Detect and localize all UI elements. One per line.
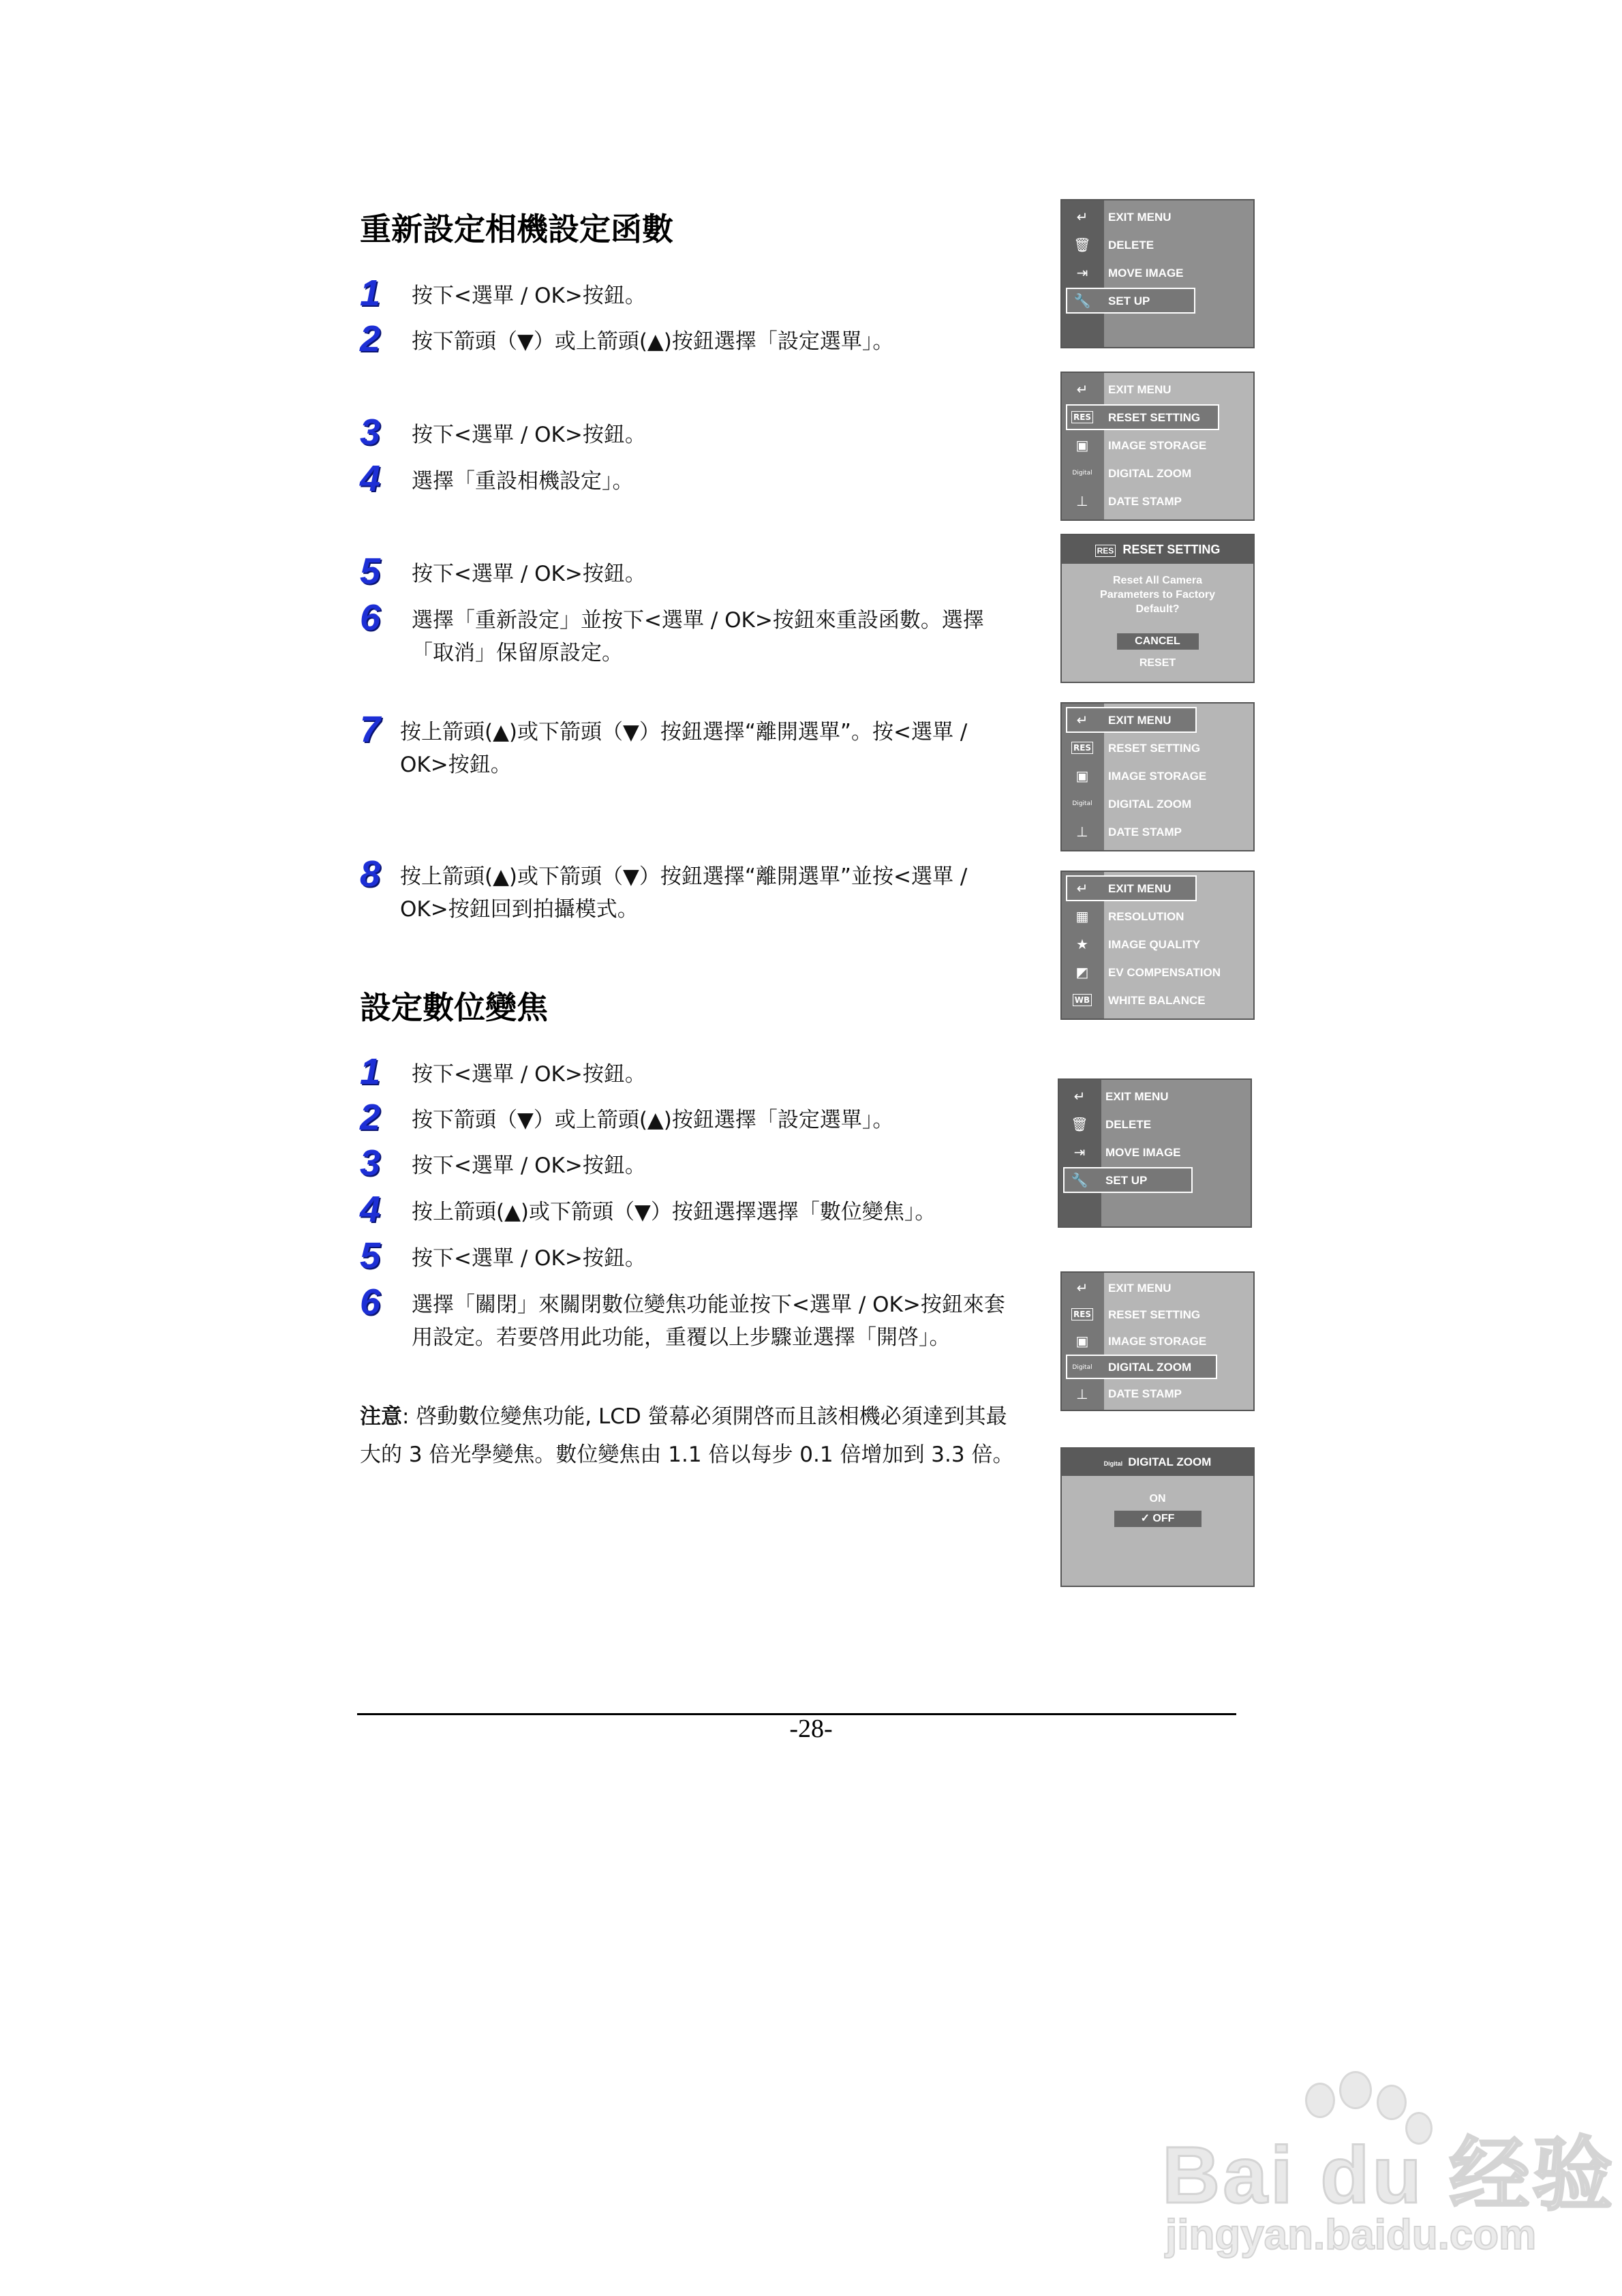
lcd-setup-menu-zoom	[1060, 1271, 1255, 1411]
menu-row	[1059, 1138, 1251, 1166]
dialog-message: Parameters to Factory	[1100, 589, 1215, 601]
wrench-icon: 🔧	[1073, 292, 1091, 309]
digital-zoom-icon: Digital	[1072, 1364, 1092, 1371]
menu-row	[1062, 762, 1253, 790]
menu-row	[1062, 818, 1253, 846]
menu-row	[1062, 1301, 1253, 1327]
lcd-zoom-dialog	[1060, 1447, 1255, 1587]
watermark-brand	[1162, 2110, 1615, 2226]
menu-label: EXIT MENU	[1108, 714, 1172, 727]
check-icon: ✓	[1140, 1513, 1153, 1524]
step-number: 7	[360, 709, 381, 750]
menu-label: IMAGE STORAGE	[1108, 770, 1207, 783]
resolution-icon: ▦	[1075, 908, 1089, 924]
image-storage-icon: ▣	[1075, 437, 1089, 453]
section2-heading: 設定數位變焦	[360, 989, 548, 1026]
step-number: 3	[360, 1143, 381, 1183]
lcd-setup-menu	[1060, 372, 1255, 521]
date-stamp-icon: ⊥	[1076, 493, 1088, 509]
option-off-selected	[1114, 1511, 1202, 1527]
step-text: 按下<選單 / OK>按鈕。	[412, 562, 646, 586]
menu-label: RESOLUTION	[1108, 910, 1184, 923]
digital-zoom-icon: Digital	[1103, 1460, 1123, 1467]
menu-row-selected	[1062, 875, 1253, 903]
note-text: : 啓動數位變焦功能, LCD 螢幕必須開啓而且該相機必須達到其最大的 3 倍光學變焦。數位變焦由 1.1 倍以每步 0.1 倍增加到 3.3 倍。	[360, 1404, 1014, 1467]
res-icon-label: RES	[1071, 1308, 1093, 1320]
menu-row	[1062, 259, 1253, 287]
step-text: 按下箭頭（▼）或上箭頭(▲)按鈕選擇「設定選單」。	[412, 329, 894, 354]
return-icon: ↵	[1076, 712, 1088, 728]
menu-row-selected	[1062, 706, 1253, 734]
step-number: 4	[360, 1189, 381, 1230]
menu-label: SET UP	[1108, 294, 1150, 307]
menu-label: RESET SETTING	[1108, 1308, 1201, 1321]
step-text: 按下<選單 / OK>按鈕。	[412, 1246, 646, 1271]
step-number: 6	[360, 1282, 381, 1323]
menu-label: EXIT MENU	[1108, 211, 1172, 224]
menu-row-selected	[1062, 1354, 1253, 1380]
option-reset: RESET	[1139, 657, 1176, 669]
menu-row	[1062, 1327, 1253, 1354]
menu-row	[1062, 986, 1253, 1014]
menu-label: IMAGE STORAGE	[1108, 1335, 1207, 1348]
res-icon-label: RES	[1071, 411, 1093, 423]
return-icon: ↵	[1076, 209, 1088, 225]
step-text: 選擇「重設相機設定」。	[412, 469, 634, 494]
menu-label: DIGITAL ZOOM	[1108, 798, 1192, 811]
step-number: 1	[360, 1051, 381, 1092]
menu-row	[1062, 903, 1253, 931]
step-text: 按上箭頭(▲)或下箭頭（▼）按鈕選擇“離開選單”並按<選單 / OK>按鈕回到拍攝模式。	[400, 864, 968, 922]
menu-label: DELETE	[1108, 239, 1154, 252]
menu-row	[1062, 1274, 1253, 1301]
step-text: 按下箭頭（▼）或上箭頭(▲)按鈕選擇「設定選單」。	[412, 1108, 894, 1132]
wb-icon	[1069, 989, 1096, 1011]
wb-icon-label: WB	[1073, 994, 1092, 1006]
step-number: 6	[360, 597, 381, 638]
dialog-title: DIGITAL ZOOM	[1128, 1455, 1212, 1468]
lcd-capture-menu	[1060, 871, 1255, 1020]
res-icon-label: RES	[1071, 742, 1093, 754]
menu-label: DATE STAMP	[1108, 1387, 1182, 1400]
menu-label: MOVE IMAGE	[1105, 1146, 1181, 1159]
lcd-setup-menu-exit	[1060, 702, 1255, 851]
menu-label: DIGITAL ZOOM	[1108, 467, 1192, 480]
note-paragraph	[360, 1398, 1024, 1474]
menu-label: RESET SETTING	[1108, 742, 1201, 755]
date-stamp-icon: ⊥	[1076, 824, 1088, 840]
option-cancel: CANCEL	[1117, 633, 1199, 650]
step-text: 按下<選單 / OK>按鈕。	[412, 1153, 646, 1178]
step-text: 選擇「關閉」來關閉數位變焦功能並按下<選單 / OK>按鈕來套用設定。若要啓用此功能，重覆以上步驟並選擇「開啓」。	[412, 1293, 1005, 1350]
dialog-title: RESET SETTING	[1122, 543, 1221, 556]
menu-row	[1062, 459, 1253, 487]
menu-label: SET UP	[1105, 1174, 1148, 1187]
menu-row-selected	[1059, 1166, 1251, 1194]
trash-icon: 🗑	[1071, 1116, 1088, 1132]
menu-label: EXIT MENU	[1105, 1090, 1169, 1103]
watermark-url: jingyan.baidu.com	[1165, 2211, 1537, 2259]
step-text: 按上箭頭(▲)或下箭頭（▼）按鈕選擇選擇「數位變焦」。	[412, 1200, 936, 1224]
star-icon: ★	[1076, 936, 1088, 952]
res-icon: RES	[1095, 545, 1116, 557]
paw-toe-icon	[1339, 2071, 1372, 2109]
option-on: ON	[1149, 1493, 1166, 1505]
res-icon	[1069, 737, 1096, 759]
menu-row-selected	[1062, 404, 1253, 432]
wrench-icon: 🔧	[1071, 1172, 1088, 1188]
step-number: 2	[360, 318, 381, 359]
move-image-icon: ⇥	[1073, 1144, 1086, 1160]
menu-label: WHITE BALANCE	[1108, 994, 1206, 1007]
lcd-playback-menu	[1060, 199, 1255, 348]
trash-icon: 🗑	[1073, 237, 1091, 253]
menu-row	[1062, 487, 1253, 515]
menu-label: DATE STAMP	[1108, 495, 1182, 508]
watermark-brand-cn: 经验	[1449, 2130, 1616, 2220]
ev-compensation-icon: ◩	[1075, 964, 1089, 980]
menu-row	[1062, 958, 1253, 986]
menu-row	[1062, 790, 1253, 818]
menu-label: IMAGE QUALITY	[1108, 938, 1201, 951]
menu-label: MOVE IMAGE	[1108, 267, 1184, 280]
menu-label: EV COMPENSATION	[1108, 966, 1221, 979]
step-number: 5	[360, 551, 381, 592]
step-number: 1	[360, 273, 381, 314]
lcd-playback-menu-2	[1058, 1078, 1252, 1228]
res-icon	[1069, 406, 1096, 428]
return-icon: ↵	[1076, 880, 1088, 896]
step-number: 8	[360, 854, 381, 894]
dialog-message: Default?	[1135, 603, 1180, 615]
step-text: 按下<選單 / OK>按鈕。	[412, 423, 646, 447]
image-storage-icon: ▣	[1075, 1333, 1089, 1349]
menu-row	[1062, 931, 1253, 958]
menu-label: DELETE	[1105, 1118, 1152, 1131]
date-stamp-icon: ⊥	[1076, 1386, 1088, 1402]
menu-label: EXIT MENU	[1108, 882, 1172, 895]
menu-row	[1062, 432, 1253, 459]
menu-row	[1062, 1380, 1253, 1407]
return-icon: ↵	[1073, 1088, 1086, 1104]
step-number: 3	[360, 412, 381, 453]
menu-label: DIGITAL ZOOM	[1108, 1361, 1192, 1374]
menu-label: RESET SETTING	[1108, 411, 1201, 424]
move-image-icon: ⇥	[1076, 265, 1088, 281]
menu-row	[1062, 231, 1253, 259]
menu-label: DATE STAMP	[1108, 826, 1182, 839]
menu-row	[1059, 1111, 1251, 1138]
dialog-title-bar	[1062, 535, 1253, 564]
return-icon: ↵	[1076, 1280, 1088, 1296]
digital-zoom-icon: Digital	[1072, 470, 1092, 477]
step-number: 2	[360, 1097, 381, 1138]
image-storage-icon: ▣	[1075, 768, 1089, 784]
res-icon	[1069, 1303, 1096, 1325]
step-text: 按上箭頭(▲)或下箭頭（▼）按鈕選擇“離開選單”。按<選單 / OK>按鈕。	[400, 720, 968, 777]
menu-row	[1062, 734, 1253, 762]
menu-label: EXIT MENU	[1108, 383, 1172, 396]
dialog-title-bar	[1062, 1449, 1253, 1476]
menu-row-selected	[1062, 287, 1253, 315]
option-off-label: OFF	[1152, 1513, 1175, 1524]
menu-row	[1062, 203, 1253, 231]
step-text: 按下<選單 / OK>按鈕。	[412, 284, 646, 308]
note-label: 注意	[360, 1404, 402, 1429]
page-number: -28-	[789, 1715, 833, 1743]
menu-label: IMAGE STORAGE	[1108, 439, 1207, 452]
step-text: 選擇「重新設定」並按下<選單 / OK>按鈕來重設函數。選擇「取消」保留原設定。	[412, 608, 984, 665]
section1-heading: 重新設定相機設定函數	[360, 211, 673, 247]
menu-row	[1062, 376, 1253, 404]
menu-row	[1059, 1083, 1251, 1111]
menu-label: EXIT MENU	[1108, 1282, 1172, 1295]
watermark-brand-text: Bai du	[1162, 2130, 1424, 2220]
dialog-message: Reset All Camera	[1112, 575, 1203, 586]
return-icon: ↵	[1076, 381, 1088, 397]
step-text: 按下<選單 / OK>按鈕。	[412, 1062, 646, 1087]
step-number: 4	[360, 458, 381, 499]
step-number: 5	[360, 1235, 381, 1276]
digital-zoom-icon: Digital	[1072, 800, 1092, 807]
lcd-reset-dialog	[1060, 534, 1255, 683]
